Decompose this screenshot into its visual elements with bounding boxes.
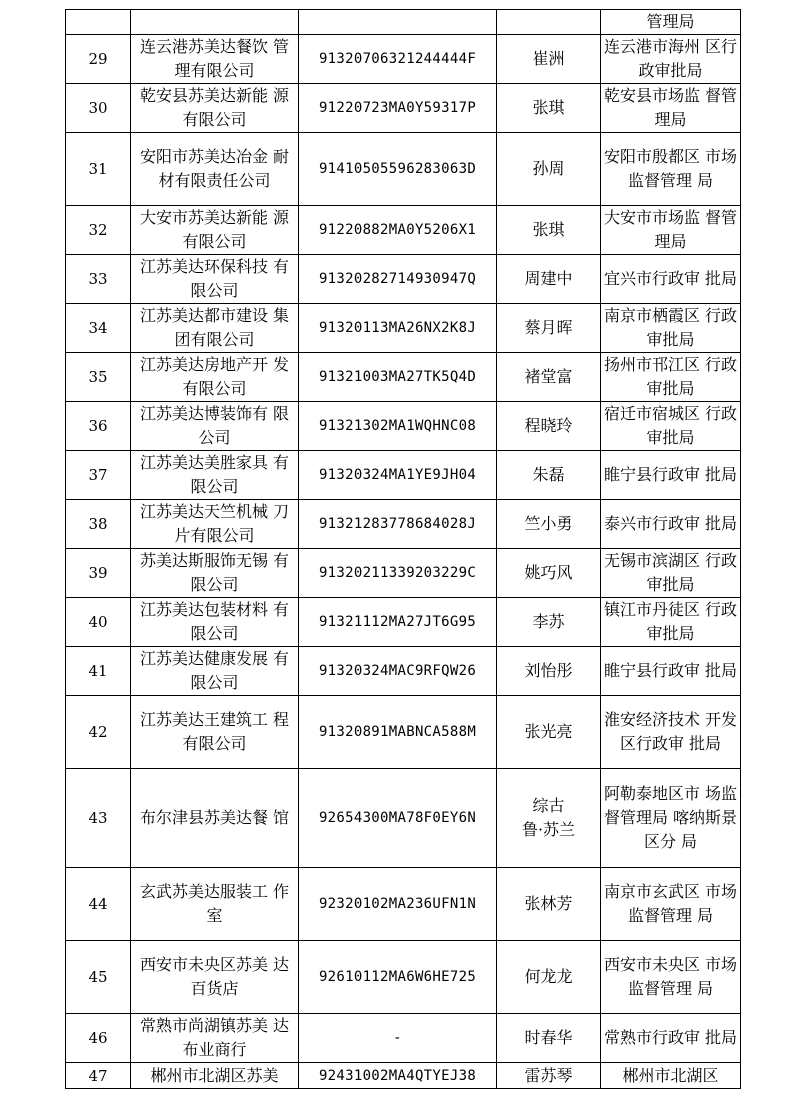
credit-code-cell: 92320102MA236UFN1N xyxy=(299,868,497,941)
legal-representative-cell: 李苏 xyxy=(497,598,601,647)
legal-representative-cell: 何龙龙 xyxy=(497,941,601,1014)
registration-authority-cell: 泰兴市行政审 批局 xyxy=(601,500,741,549)
legal-representative-cell xyxy=(497,10,601,35)
legal-representative-cell: 刘怡彤 xyxy=(497,647,601,696)
legal-representative-cell: 褚堂富 xyxy=(497,353,601,402)
row-number-cell: 42 xyxy=(66,696,131,769)
legal-representative-cell: 竺小勇 xyxy=(497,500,601,549)
company-name-cell: 大安市苏美达新能 源有限公司 xyxy=(131,206,299,255)
credit-code-cell: 91410505596283063D xyxy=(299,133,497,206)
credit-code-cell: - xyxy=(299,1014,497,1063)
registration-authority-cell: 安阳市殷都区 市场监督管理 局 xyxy=(601,133,741,206)
legal-representative-cell: 姚巧风 xyxy=(497,549,601,598)
row-number-cell: 35 xyxy=(66,353,131,402)
company-name-cell: 江苏美达美胜家具 有限公司 xyxy=(131,451,299,500)
registration-authority-cell: 睢宁县行政审 批局 xyxy=(601,647,741,696)
credit-code-cell: 91320324MA1YE9JH04 xyxy=(299,451,497,500)
row-number-cell: 34 xyxy=(66,304,131,353)
table-row xyxy=(66,10,741,35)
row-number-cell: 47 xyxy=(66,1063,131,1089)
registration-authority-cell: 宿迁市宿城区 行政审批局 xyxy=(601,402,741,451)
company-name-cell: 江苏美达环保科技 有限公司 xyxy=(131,255,299,304)
legal-representative-cell: 雷苏琴 xyxy=(497,1063,601,1089)
table-row xyxy=(66,84,741,133)
company-name-cell: 郴州市北湖区苏美 xyxy=(131,1063,299,1089)
registration-authority-cell: 南京市玄武区 市场监督管理 局 xyxy=(601,868,741,941)
credit-code-cell: 91220882MA0Y5206X1 xyxy=(299,206,497,255)
table-row xyxy=(66,868,741,941)
company-name-cell: 西安市未央区苏美 达百货店 xyxy=(131,941,299,1014)
credit-code-cell: 91320211339203229C xyxy=(299,549,497,598)
registration-authority-cell: 阿勒泰地区市 场监督管理局 喀纳斯景区分 局 xyxy=(601,769,741,868)
company-name-cell: 江苏美达都市建设 集团有限公司 xyxy=(131,304,299,353)
legal-representative-cell: 程晓玲 xyxy=(497,402,601,451)
registration-authority-cell: 郴州市北湖区 xyxy=(601,1063,741,1089)
table-row xyxy=(66,133,741,206)
legal-representative-cell: 周建中 xyxy=(497,255,601,304)
company-name-cell: 连云港苏美达餐饮 管理有限公司 xyxy=(131,35,299,84)
table-row xyxy=(66,769,741,868)
credit-code-cell: 91320282714930947Q xyxy=(299,255,497,304)
row-number-cell: 41 xyxy=(66,647,131,696)
legal-representative-cell: 综古 鲁·苏兰 xyxy=(497,769,601,868)
company-name-cell: 江苏美达房地产开 发有限公司 xyxy=(131,353,299,402)
table-row xyxy=(66,353,741,402)
table-row xyxy=(66,1014,741,1063)
registration-authority-cell: 南京市栖霞区 行政审批局 xyxy=(601,304,741,353)
company-name-cell: 安阳市苏美达冶金 耐材有限责任公司 xyxy=(131,133,299,206)
table-row xyxy=(66,941,741,1014)
company-name-cell: 常熟市尚湖镇苏美 达布业商行 xyxy=(131,1014,299,1063)
credit-code-cell: 91320113MA26NX2K8J xyxy=(299,304,497,353)
company-name-cell: 江苏美达王建筑工 程有限公司 xyxy=(131,696,299,769)
credit-code-cell: 91320706321244444F xyxy=(299,35,497,84)
credit-code-cell: 92610112MA6W6HE725 xyxy=(299,941,497,1014)
table-row xyxy=(66,1063,741,1089)
legal-representative-cell: 张光亮 xyxy=(497,696,601,769)
registration-authority-cell: 大安市市场监 督管理局 xyxy=(601,206,741,255)
row-number-cell: 43 xyxy=(66,769,131,868)
table-row xyxy=(66,35,741,84)
row-number-cell: 31 xyxy=(66,133,131,206)
credit-code-cell: 91320891MABNCA588M xyxy=(299,696,497,769)
company-name-cell: 玄武苏美达服装工 作室 xyxy=(131,868,299,941)
legal-representative-cell: 张林芳 xyxy=(497,868,601,941)
credit-code-cell: 91220723MA0Y59317P xyxy=(299,84,497,133)
registration-authority-cell: 常熟市行政审 批局 xyxy=(601,1014,741,1063)
company-name-cell: 江苏美达包装材料 有限公司 xyxy=(131,598,299,647)
registration-authority-cell: 扬州市邗江区 行政审批局 xyxy=(601,353,741,402)
table-row xyxy=(66,255,741,304)
registration-authority-cell: 连云港市海州 区行政审批局 xyxy=(601,35,741,84)
legal-representative-cell: 时春华 xyxy=(497,1014,601,1063)
row-number-cell: 36 xyxy=(66,402,131,451)
row-number-cell: 39 xyxy=(66,549,131,598)
registration-authority-cell: 镇江市丹徒区 行政审批局 xyxy=(601,598,741,647)
registration-authority-cell: 宜兴市行政审 批局 xyxy=(601,255,741,304)
table-body xyxy=(66,10,741,1089)
company-name-cell: 江苏美达博装饰有 限公司 xyxy=(131,402,299,451)
row-number-cell: 29 xyxy=(66,35,131,84)
enterprise-table xyxy=(65,9,741,1089)
credit-code-cell: 92654300MA78F0EY6N xyxy=(299,769,497,868)
credit-code-cell: 91321302MA1WQHNC08 xyxy=(299,402,497,451)
row-number-cell: 44 xyxy=(66,868,131,941)
registration-authority-cell: 淮安经济技术 开发区行政审 批局 xyxy=(601,696,741,769)
registration-authority-cell: 睢宁县行政审 批局 xyxy=(601,451,741,500)
legal-representative-cell: 朱磊 xyxy=(497,451,601,500)
row-number-cell: 40 xyxy=(66,598,131,647)
row-number-cell: 33 xyxy=(66,255,131,304)
credit-code-cell xyxy=(299,10,497,35)
credit-code-cell: 91321283778684028J xyxy=(299,500,497,549)
table-row xyxy=(66,451,741,500)
company-name-cell: 布尔津县苏美达餐 馆 xyxy=(131,769,299,868)
row-number-cell xyxy=(66,10,131,35)
row-number-cell: 30 xyxy=(66,84,131,133)
table-row xyxy=(66,647,741,696)
company-name-cell: 江苏美达健康发展 有限公司 xyxy=(131,647,299,696)
table-row xyxy=(66,402,741,451)
row-number-cell: 38 xyxy=(66,500,131,549)
table-row xyxy=(66,549,741,598)
table-row xyxy=(66,206,741,255)
credit-code-cell: 92431002MA4QTYEJ38 xyxy=(299,1063,497,1089)
company-name-cell xyxy=(131,10,299,35)
row-number-cell: 46 xyxy=(66,1014,131,1063)
legal-representative-cell: 崔洲 xyxy=(497,35,601,84)
registration-authority-cell: 无锡市滨湖区 行政审批局 xyxy=(601,549,741,598)
table-row xyxy=(66,304,741,353)
legal-representative-cell: 张琪 xyxy=(497,84,601,133)
credit-code-cell: 91320324MAC9RFQW26 xyxy=(299,647,497,696)
legal-representative-cell: 张琪 xyxy=(497,206,601,255)
company-name-cell: 江苏美达天竺机械 刀片有限公司 xyxy=(131,500,299,549)
row-number-cell: 32 xyxy=(66,206,131,255)
table-row xyxy=(66,696,741,769)
row-number-cell: 45 xyxy=(66,941,131,1014)
credit-code-cell: 91321003MA27TK5Q4D xyxy=(299,353,497,402)
legal-representative-cell: 蔡月晖 xyxy=(497,304,601,353)
row-number-cell: 37 xyxy=(66,451,131,500)
table-row xyxy=(66,598,741,647)
registration-authority-cell: 管理局 xyxy=(601,10,741,35)
credit-code-cell: 91321112MA27JT6G95 xyxy=(299,598,497,647)
company-name-cell: 苏美达斯服饰无锡 有限公司 xyxy=(131,549,299,598)
company-name-cell: 乾安县苏美达新能 源有限公司 xyxy=(131,84,299,133)
table-row xyxy=(66,500,741,549)
registration-authority-cell: 西安市未央区 市场监督管理 局 xyxy=(601,941,741,1014)
registration-authority-cell: 乾安县市场监 督管理局 xyxy=(601,84,741,133)
legal-representative-cell: 孙周 xyxy=(497,133,601,206)
